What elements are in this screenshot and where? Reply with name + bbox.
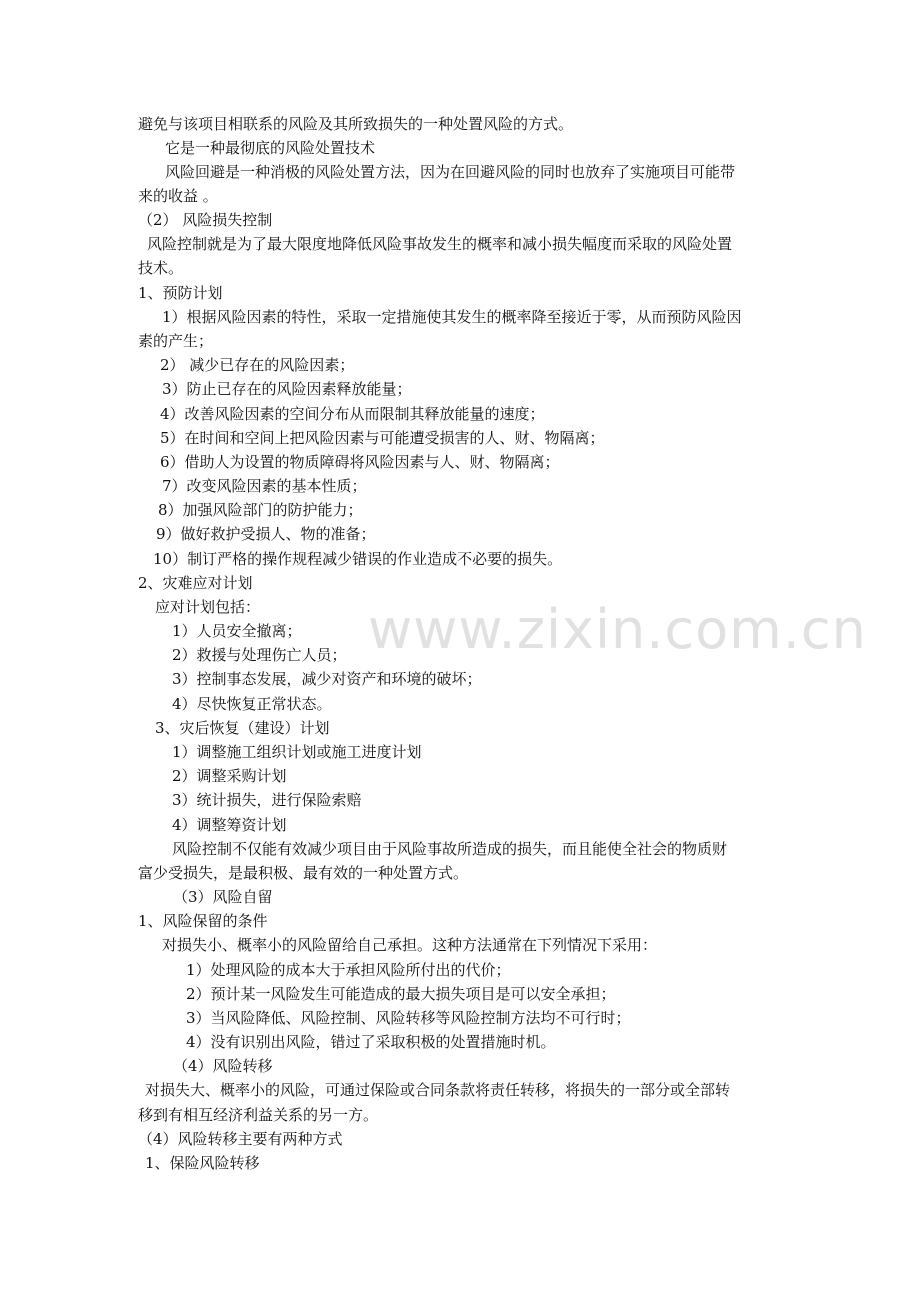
text-line: 富少受损失，是最积极、最有效的一种处置方式。 (138, 864, 469, 882)
list-item: 4）改善风险因素的空间分布从而限制其释放能量的速度； (160, 405, 545, 423)
text-line: 风险回避是一种消极的风险处置方法，因为在回避风险的同时也放弃了实施项目可能带 (165, 163, 736, 181)
list-item: 7）改变风险因素的基本性质； (162, 477, 367, 495)
list-item: 2）救援与处理伤亡人员； (172, 646, 347, 664)
text-line: 风险控制不仅能有效减少项目由于风险事故所造成的损失，而且能使全社会的物质财 (172, 840, 728, 858)
list-item: 4）调整筹资计划 (172, 816, 287, 834)
section-heading: （4）风险转移 (173, 1057, 273, 1075)
section-heading: （2） 风险损失控制 (138, 211, 273, 229)
list-item: 2）预计某一风险发生可能造成的最大损失项目是可以安全承担； (186, 985, 616, 1003)
section-heading: （4）风险转移主要有两种方式 (138, 1130, 343, 1148)
list-item: 3）防止已存在的风险因素释放能量； (162, 380, 412, 398)
list-item: 6）借助人为设置的物质障碍将风险因素与人、财、物隔离； (160, 453, 560, 471)
subsection-heading: 3、灾后恢复（建设）计划 (155, 719, 330, 737)
list-item: 4）尽快恢复正常状态。 (172, 695, 332, 713)
text-line: 应对计划包括： (155, 598, 261, 616)
text-line: 移到有相互经济利益关系的另一方。 (138, 1106, 379, 1124)
list-item: 1）处理风险的成本大于承担风险所付出的代价； (186, 961, 511, 979)
text-line: 避免与该项目相联系的风险及其所致损失的一种处置风险的方式。 (138, 115, 574, 133)
text-line: 技术。 (138, 259, 184, 277)
subsection-heading: 2、灾难应对计划 (138, 574, 253, 592)
list-item: 5）在时间和空间上把风险因素与可能遭受损害的人、财、物隔离； (160, 429, 605, 447)
subsection-heading: 1、风险保留的条件 (138, 912, 268, 930)
list-item: 1）人员安全撤离； (172, 622, 302, 640)
text-line: 素的产生； (138, 332, 214, 350)
text-line: 来的收益 。 (138, 187, 218, 205)
text-line: 风险控制就是为了最大限度地降低风险事故发生的概率和减小损失幅度而采取的风险处置 (147, 235, 733, 253)
list-item: 10）制订严格的操作规程减少错误的作业造成不必要的损失。 (153, 550, 563, 568)
section-heading: （3）风险自留 (173, 888, 273, 906)
text-line: 对损失大、概率小的风险，可通过保险或合同条款将责任转移，将损失的一部分或全部转 (145, 1081, 731, 1099)
subsection-heading: 1、预防计划 (138, 284, 223, 302)
list-item: 2） 减少已存在的风险因素； (160, 356, 355, 374)
list-item: 3）控制事态发展，减少对资产和环境的破坏； (172, 670, 482, 688)
list-item: 3）统计损失，进行保险索赔 (172, 791, 362, 809)
list-item: 9）做好救护受损人、物的准备； (156, 525, 376, 543)
text-line: 对损失小、概率小的风险留给自己承担。这种方法通常在下列情况下采用： (162, 936, 658, 954)
list-item: 1）根据风险因素的特性，采取一定措施使其发生的概率降至接近于零，从而预防风险因 (162, 308, 742, 326)
watermark: www.zixin.com.cn (368, 598, 867, 661)
list-item: 8）加强风险部门的防护能力； (158, 501, 363, 519)
subsection-heading: 1、保险风险转移 (145, 1154, 260, 1172)
text-line: 它是一种最彻底的风险处置技术 (165, 139, 376, 157)
list-item: 2）调整采购计划 (172, 767, 287, 785)
list-item: 4）没有识别出风险，错过了采取积极的处置措施时机。 (186, 1033, 556, 1051)
list-item: 3）当风险降低、风险控制、风险转移等风险控制方法均不可行时； (186, 1009, 631, 1027)
list-item: 1）调整施工组织计划或施工进度计划 (172, 743, 422, 761)
